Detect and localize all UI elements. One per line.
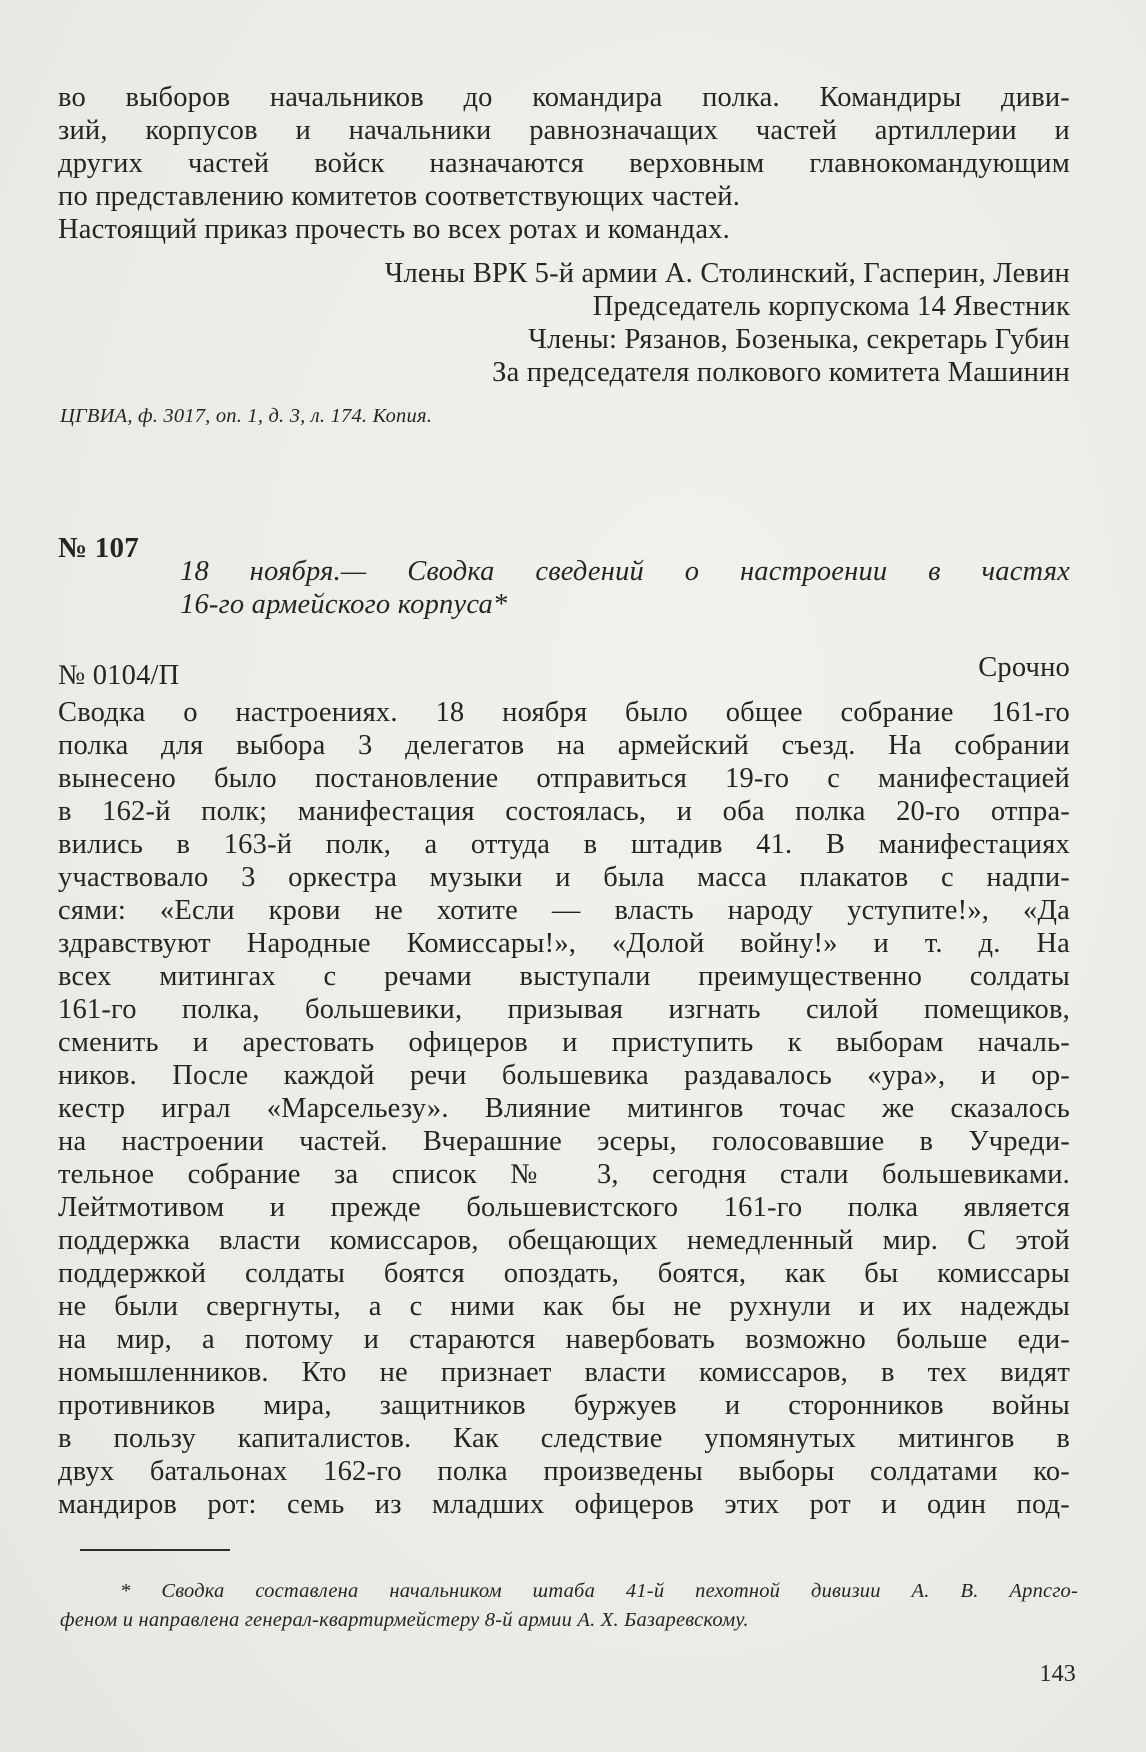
- footnote-line-2: феном и направлена генерал-квартирмейстеру 8-й армии А. Х. Базаревскому.: [60, 1609, 749, 1631]
- document-number: № 107: [58, 532, 139, 564]
- urgency-label: Срочно: [978, 652, 1070, 683]
- body-line-24: двух батальонах 162-го полка произведены выборы солдатами ко-: [58, 1456, 1070, 1487]
- page-number: 143: [1039, 1661, 1076, 1687]
- body-line-14: на настроении частей. Вчерашние эсеры, голосовавшие в Учреди-: [58, 1126, 1070, 1157]
- signature-line-1: Члены ВРК 5-й армии А. Столинский, Гасперин, Левин: [384, 258, 1070, 289]
- text-line-4: по представлению комитетов соответствующих частей.: [58, 181, 741, 212]
- document-title-line-1: 18 ноября.— Сводка сведений о настроении в частях: [180, 556, 1070, 587]
- body-line-2: полка для выбора 3 делегатов на армейский съезд. На собрании: [58, 730, 1070, 761]
- body-line-9: всех митингах с речами выступали преимущественно солдаты: [58, 961, 1070, 992]
- reference-number: № 0104/П: [58, 660, 180, 691]
- body-line-16: Лейтмотивом и прежде большевистского 161-го полка является: [58, 1192, 1070, 1223]
- body-line-15: тельное собрание за список № 3, сегодня стали большевиками.: [58, 1159, 1070, 1190]
- text-line-2: зий, корпусов и начальники равнозначащих частей артиллерии и: [58, 115, 1070, 146]
- text-line-order: Настоящий приказ прочесть во всех ротах и командах.: [58, 214, 730, 245]
- text-line-3: других частей войск назначаются верховным главнокомандующим: [58, 148, 1070, 179]
- body-line-5: вились в 163-й полк, а оттуда в штадив 41. В манифестациях: [58, 829, 1070, 860]
- body-line-4: в 162-й полк; манифестация состоялась, и оба полка 20-го отпра-: [58, 796, 1070, 827]
- footnote-divider: [80, 1549, 230, 1551]
- archive-reference: ЦГВИА, ф. 3017, оп. 1, д. 3, л. 174. Копия.: [60, 405, 433, 427]
- body-line-18: поддержкой солдаты боятся опоздать, боятся, как бы комиссары: [58, 1258, 1070, 1289]
- body-line-22: противников мира, защитников буржуев и сторонников войны: [58, 1390, 1070, 1421]
- body-line-12: ников. После каждой речи большевика раздавалось «ура», и ор-: [58, 1060, 1070, 1091]
- body-line-11: сменить и арестовать офицеров и приступить к выборам началь-: [58, 1027, 1070, 1058]
- body-line-8: здравствуют Народные Комиссары!», «Долой войну!» и т. д. На: [58, 928, 1070, 959]
- body-line-10: 161-го полка, большевики, призывая изгнать силой помещиков,: [58, 994, 1070, 1025]
- body-line-17: поддержка власти комиссаров, обещающих немедленный мир. С этой: [58, 1225, 1070, 1256]
- text-line-1: во выборов начальников до командира полка. Командиры диви-: [58, 82, 1070, 113]
- body-line-25: мандиров рот: семь из младших офицеров этих рот и один под-: [58, 1489, 1070, 1520]
- body-line-21: номышленников. Кто не признает власти комиссаров, в тех видят: [58, 1357, 1070, 1388]
- body-line-3: вынесено было постановление отправиться 19-го с манифестацией: [58, 763, 1070, 794]
- body-line-6: участвовало 3 оркестра музыки и была масса плакатов с надпи-: [58, 862, 1070, 893]
- body-line-7: сями: «Если крови не хотите — власть народу уступите!», «Да: [58, 895, 1070, 926]
- body-line-13: кестр играл «Марсельезу». Влияние митингов точас же сказалось: [58, 1093, 1070, 1124]
- signature-line-4: За председателя полкового комитета Машинин: [492, 357, 1070, 388]
- body-line-23: в пользу капиталистов. Как следствие упомянутых митингов в: [58, 1423, 1070, 1454]
- body-line-1: Сводка о настроениях. 18 ноября было общее собрание 161-го: [58, 697, 1070, 728]
- signature-line-2: Председатель корпускома 14 Явестник: [592, 291, 1070, 322]
- document-title-line-2: 16-го армейского корпуса*: [180, 589, 508, 620]
- body-line-19: не были свергнуты, а с ними как бы не рухнули и их надежды: [58, 1291, 1070, 1322]
- body-line-20: на мир, а потому и стараются навербовать возможно больше еди-: [58, 1324, 1070, 1355]
- footnote-line-1: * Сводка составлена начальником штаба 41-й пехотной дивизии А. В. Арпсго-: [120, 1580, 1078, 1602]
- signature-line-3: Члены: Рязанов, Бозеныка, секретарь Губин: [528, 324, 1070, 355]
